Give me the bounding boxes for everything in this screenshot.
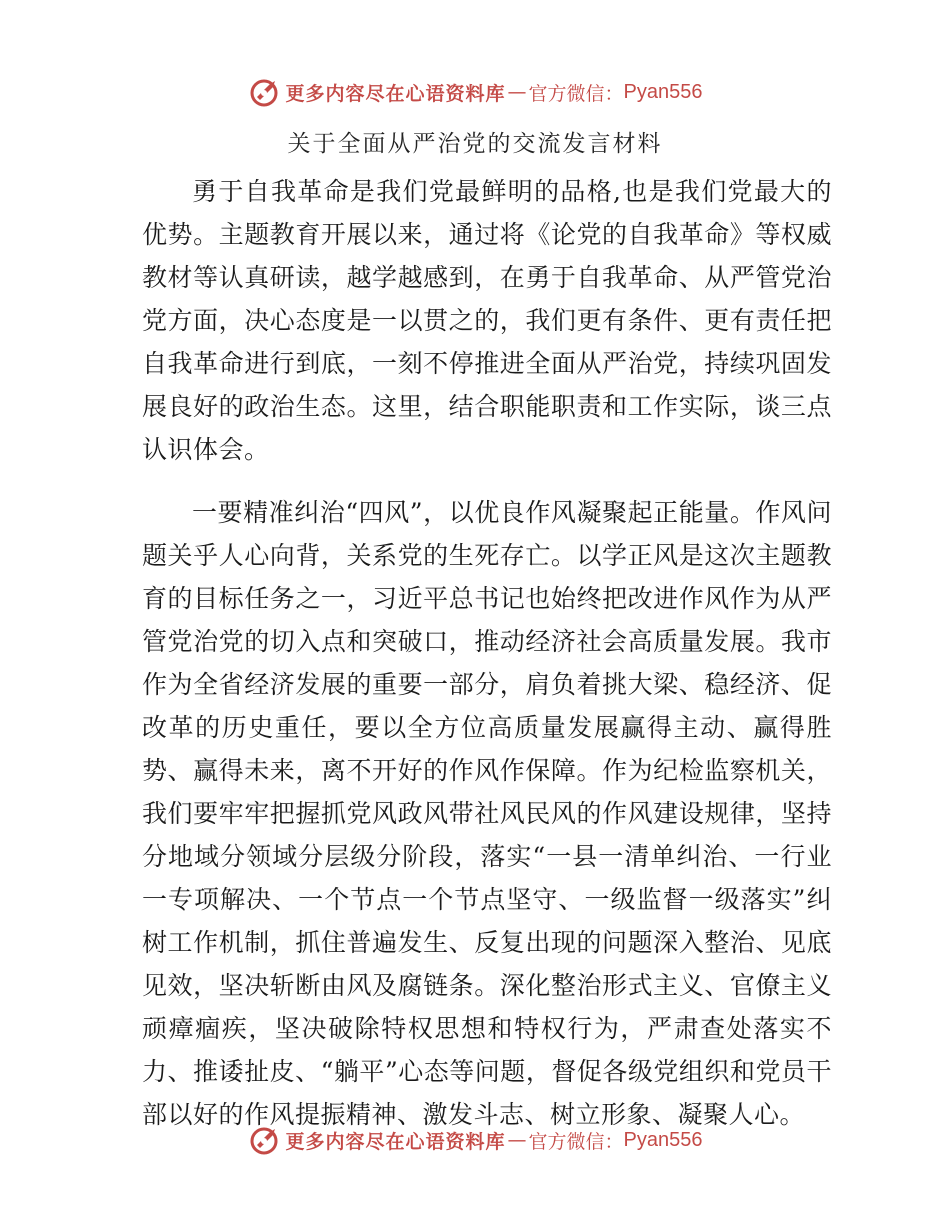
banner-wechat-label: 官方微信： — [528, 82, 624, 105]
header-banner — [0, 72, 950, 112]
footer-banner — [0, 1120, 950, 1160]
banner-wechat-id: Pyan556 — [623, 80, 703, 103]
banner-slogan: 更多内容尽在心语资料库 — [285, 1130, 506, 1153]
document-title: 关于全面从严治党的交流发言材料 — [287, 131, 663, 157]
document-body — [142, 170, 832, 1136]
paragraph-1 — [142, 170, 832, 471]
paragraph-text: 一要精准纠治“四风”，以优良作风凝聚起正能量。作风问题关乎人心向背，关系党的生死存亡。以学正风是这次主题教育的目标任务之一，习近平总书记也始终把改进作风作为从严管党治党的切入点和突破口，推动经济社会高质量发展。我市作为全省经济发展的重要一部分，肩负着挑大梁、稳经济、促改革的历史重任，要以全方位高质量发展赢得主动、赢得胜势、赢得未来，离不开好的作风作保障。作为纪检监察机关，我们要牢牢把握抓党风政风带社风民风的作风建设规律，坚持分地域分领域分层级分阶段，落实“一县一清单纠治、一行业一专项解决、一个节点一个节点坚守、一级监督一级落实”纠树工作机制，抓住普遍发生、反复出现的问题深入整治、见底见效，坚决斩断由风及腐链条。深化整治形式主义、官僚主义顽瘴痼疾，坚决破除特权思想和特权行为，严肃查处落实不力、推诿扯皮、“躺平”心态等问题，督促各级党组织和党员干部以好的作风提振精神、激发斗志、树立形象、凝聚人心。 — [142, 498, 832, 1129]
banner-slogan: 更多内容尽在心语资料库 — [285, 82, 506, 105]
paragraph-2 — [142, 491, 832, 1136]
pen-logo-icon — [248, 75, 282, 109]
pen-logo-icon — [248, 1123, 282, 1157]
banner-wechat-id: Pyan556 — [623, 1128, 703, 1151]
banner-separator: — — [507, 1129, 527, 1151]
banner-wechat-label: 官方微信： — [528, 1130, 624, 1153]
banner-separator: — — [507, 81, 527, 103]
paragraph-text: 勇于自我革命是我们党最鲜明的品格,也是我们党最大的优势。主题教育开展以来，通过将《论党的自我革命》等权威教材等认真研读，越学越感到，在勇于自我革命、从严管党治党方面，决心态度是一以贯之的，我们更有条件、更有责任把自我革命进行到底，一刻不停推进全面从严治党，持续巩固发展良好的政治生态。这里，结合职能职责和工作实际，谈三点认识体会。 — [142, 177, 832, 464]
